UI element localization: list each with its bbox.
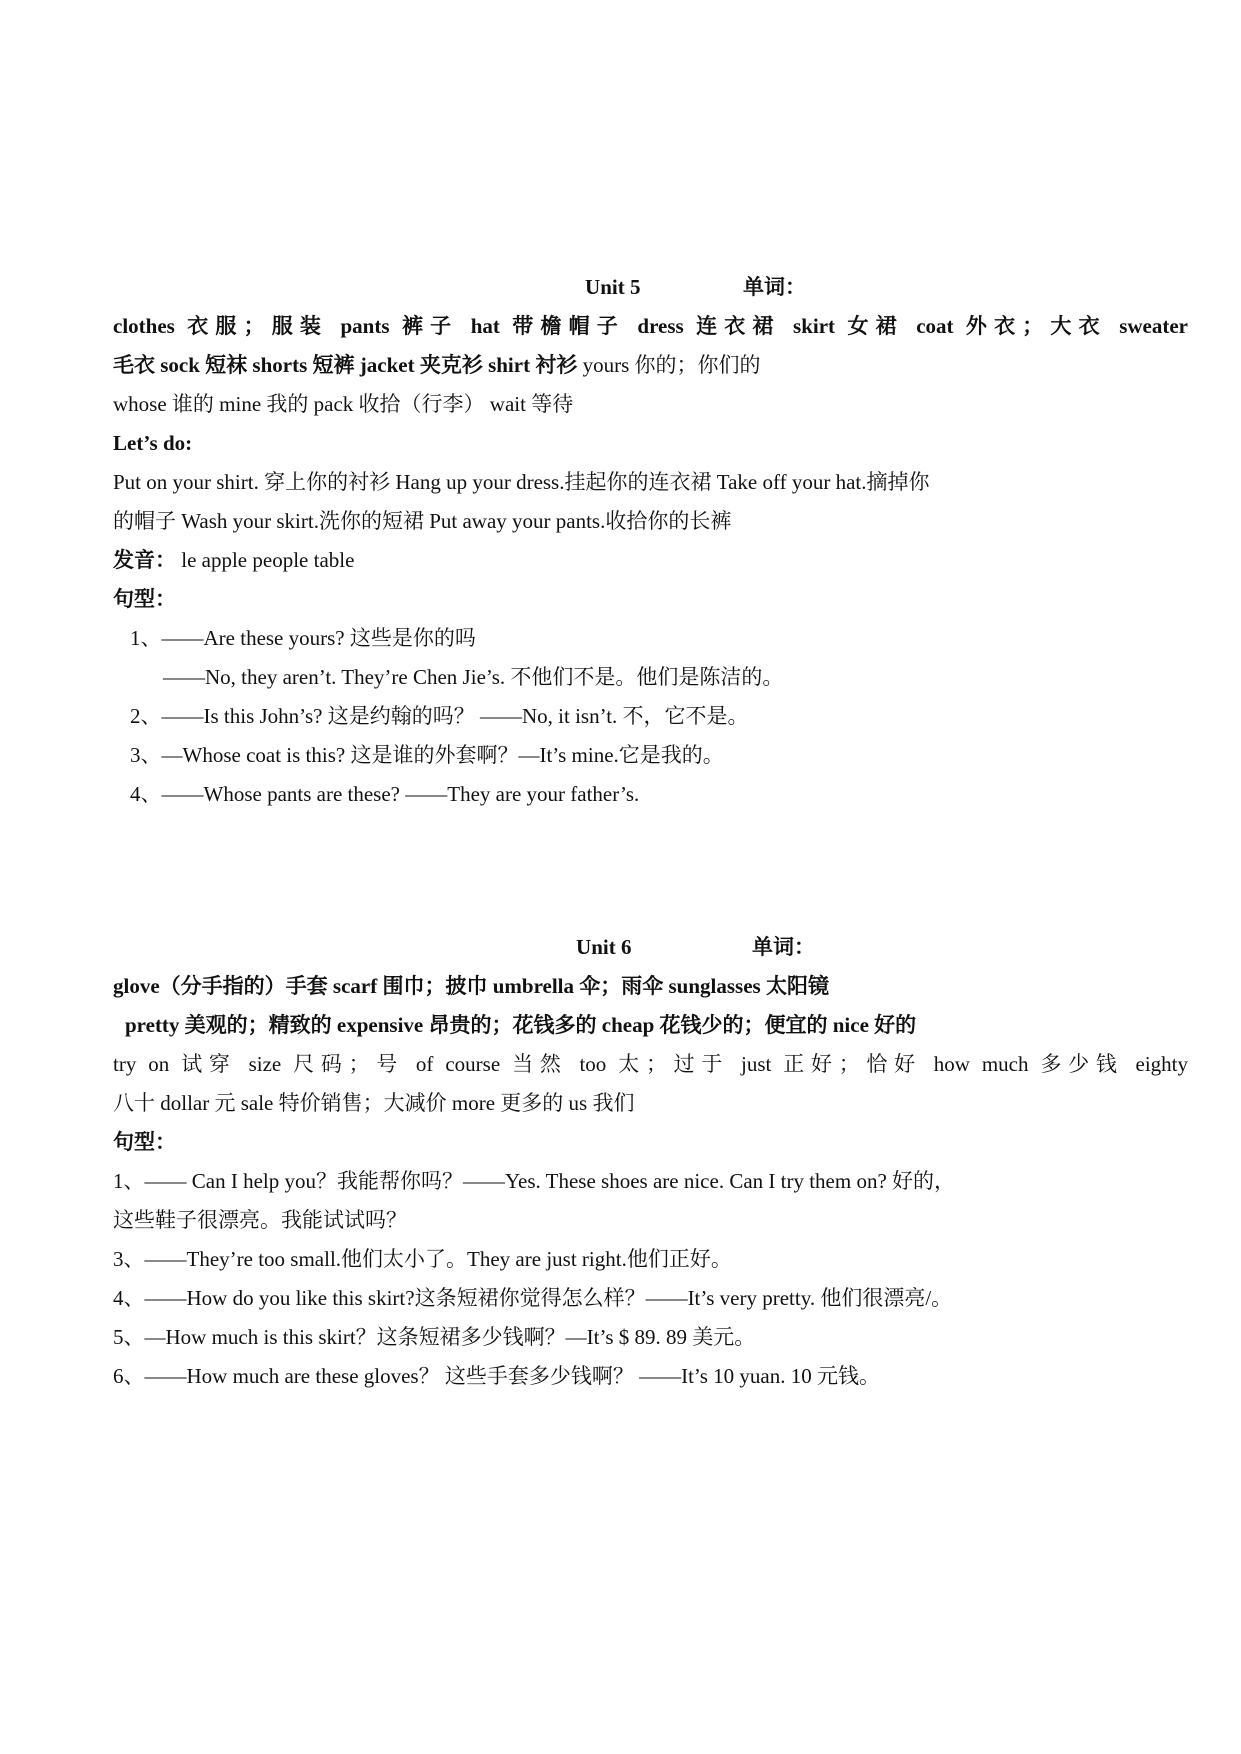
unit5-phonics-line xyxy=(113,541,1188,580)
unit6-patterns-heading: 句型： xyxy=(113,1130,176,1154)
unit6-title-line xyxy=(113,928,1188,967)
unit5-vocab-line1: clothes 衣服；服装 pants 裤子 hat 带檐帽子 dress 连衣裙 skirt 女裙 coat 外衣；大衣 sweater xyxy=(113,314,1188,338)
unit6-pattern-1-cont: 这些鞋子很漂亮。我能试试吗？ xyxy=(113,1208,407,1232)
unit6-vocab-line4: 八十 dollar 元 sale 特价销售；大减价 more 更多的 us 我们 xyxy=(113,1091,635,1115)
unit5-phonics-label: 发音： xyxy=(113,548,176,572)
unit6-vocab-line3: try on 试穿 size 尺码；号 of course 当然 too 太；过于 just 正好；恰好 how much 多少钱 eighty xyxy=(113,1052,1188,1076)
unit5-pattern-4: 4、——Whose pants are these? ——They are your father’s. xyxy=(130,782,640,806)
unit5-section xyxy=(113,268,1188,814)
unit5-title-line xyxy=(113,268,1188,307)
unit5-pattern-2: 2、——Is this John’s? 这是约翰的吗？ ——No, it isn’t. 不，它不是。 xyxy=(130,704,749,728)
unit5-pattern-1: 1、——Are these yours? 这些是你的吗 xyxy=(130,626,476,650)
unit5-vocab-line2-plain: yours 你的；你们的 xyxy=(582,353,761,377)
unit5-vocab-line2-bold: 毛衣 sock 短袜 shorts 短裤 jacket 夹克衫 shirt 衬衫 xyxy=(113,353,578,377)
unit5-phonics-text: le apple people table xyxy=(181,548,355,572)
unit5-vocab-label: 单词： xyxy=(742,275,806,299)
unit5-pattern-3: 3、—Whose coat is this? 这是谁的外套啊？—It’s mine.它是我的。 xyxy=(130,743,724,767)
unit6-pattern-5: 5、—How much is this skirt？这条短裙多少钱啊？—It’s $ 89. 89 美元。 xyxy=(113,1325,756,1349)
unit5-pattern-1-answer: ——No, they aren’t. They’re Chen Jie’s. 不他们不是。他们是陈洁的。 xyxy=(163,665,784,689)
unit5-vocab-line3: whose 谁的 mine 我的 pack 收拾（行李） wait 等待 xyxy=(113,392,574,416)
unit5-lets-do-line2: 的帽子 Wash your skirt.洗你的短裙 Put away your pants.收拾你的长裤 xyxy=(113,509,732,533)
unit6-section xyxy=(113,928,1188,1396)
unit6-pattern-3: 3、——They’re too small.他们太小了。They are just right.他们正好。 xyxy=(113,1247,732,1271)
unit6-pattern-6: 6、——How much are these gloves？ 这些手套多少钱啊？ ——It’s 10 yuan. 10 元钱。 xyxy=(113,1364,881,1388)
unit6-vocab-line1: glove（分手指的）手套 scarf 围巾；披巾 umbrella 伞；雨伞 sunglasses 太阳镜 xyxy=(113,974,829,998)
unit5-lets-do-line1: Put on your shirt. 穿上你的衬衫 Hang up your dress.挂起你的连衣裙 Take off your hat.摘掉你 xyxy=(113,470,930,494)
unit6-title: Unit 6 xyxy=(576,935,632,959)
unit6-vocab-line2: pretty 美观的；精致的 expensive 昂贵的；花钱多的 cheap 花钱少的；便宜的 nice 好的 xyxy=(125,1013,917,1037)
unit6-vocab-label: 单词： xyxy=(751,935,815,959)
unit5-vocab-line2 xyxy=(113,346,1188,385)
unit6-pattern-1: 1、—— Can I help you？我能帮你吗？——Yes. These shoes are nice. Can I try them on? 好的， xyxy=(113,1169,956,1193)
unit5-lets-do-heading: Let’s do: xyxy=(113,431,193,455)
unit5-patterns-heading: 句型： xyxy=(113,587,176,611)
unit5-title: Unit 5 xyxy=(585,275,641,299)
unit6-pattern-4: 4、——How do you like this skirt?这条短裙你觉得怎么样？——It’s very pretty. 他们很漂亮/。 xyxy=(113,1286,953,1310)
